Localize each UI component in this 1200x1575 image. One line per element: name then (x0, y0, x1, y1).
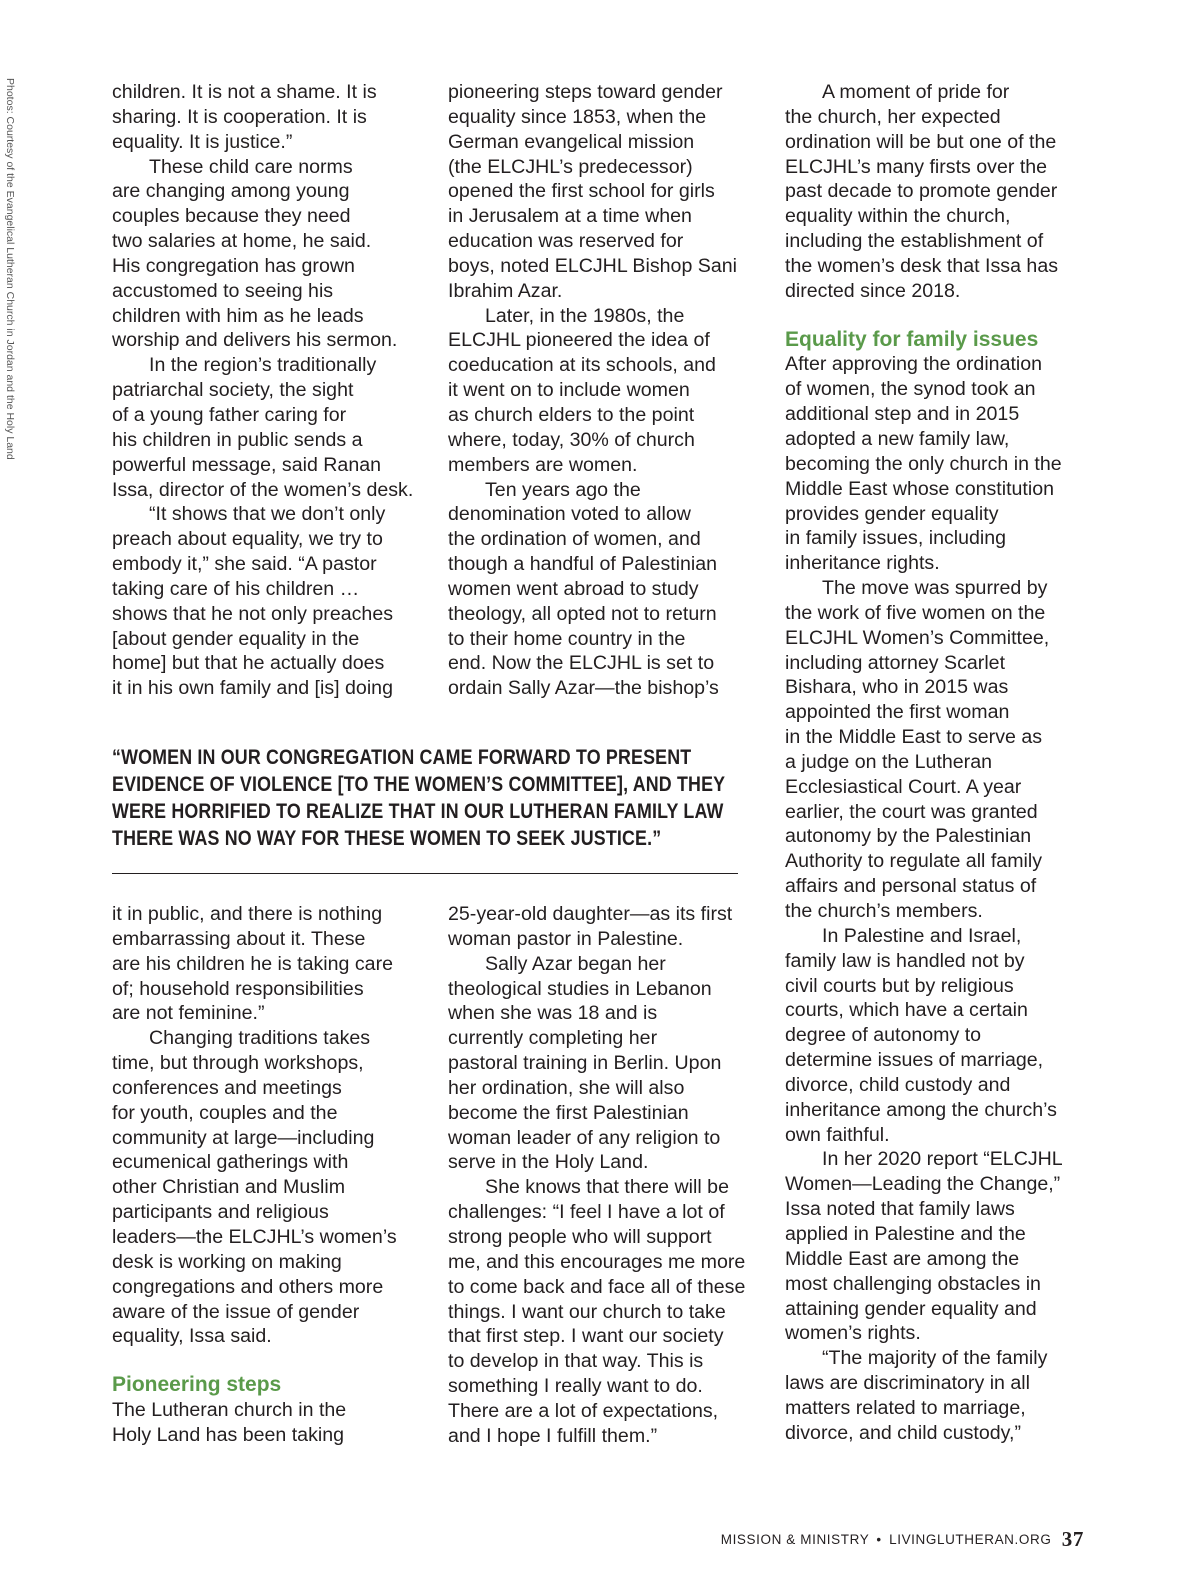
column-1-bottom-body (112, 902, 397, 1349)
text-line: Women—Leading the Change,” (785, 1173, 1061, 1196)
paragraph (112, 902, 397, 1026)
text-line: the ordination of women, and (448, 528, 701, 551)
text-line: additional step and in 2015 (785, 403, 1020, 426)
text-line: Middle East whose constitution (785, 477, 1055, 500)
text-line: end. Now the ELCJHL is set to (448, 652, 715, 675)
text-line: Ibrahim Azar. (448, 279, 563, 302)
text-line: inheritance rights. (785, 552, 940, 575)
text-line: Authority to regulate all family (785, 850, 1043, 873)
pull-quote-divider (112, 873, 738, 874)
text-line: Issa, director of the women’s desk. (112, 478, 414, 501)
pull-quote-line: “WOMEN IN OUR CONGREGATION CAME FORWARD TO PRESENT (112, 745, 692, 769)
text-line: A moment of pride for (822, 81, 1010, 103)
text-line: 25-year-old daughter—as its first (448, 903, 733, 925)
text-line: determine issues of marriage, (785, 1049, 1044, 1072)
text-line: are not feminine.” (112, 1002, 265, 1025)
text-line: the church, her expected (785, 105, 1001, 128)
paragraph (785, 1346, 1063, 1445)
text-line: provides gender equality (785, 502, 999, 525)
column-3-body (785, 352, 1063, 1445)
paragraph (112, 1026, 397, 1349)
text-line: me, and this encourages me more (448, 1250, 746, 1273)
text-line: members are women. (448, 453, 638, 476)
text-line: patriarchal society, the sight (112, 379, 354, 402)
text-line: her ordination, she will also (448, 1076, 685, 1099)
text-line: [about gender equality in the (112, 627, 360, 650)
text-line: After approving the ordination (785, 353, 1043, 376)
text-line: other Christian and Muslim (112, 1176, 346, 1199)
paragraph (448, 478, 737, 702)
text-line: embody it,” she said. “A pastor (112, 553, 377, 576)
text-line: for youth, couples and the (112, 1101, 338, 1124)
column-2-bottom (448, 902, 745, 1449)
text-line: pioneering steps toward gender (448, 81, 723, 103)
paragraph (112, 353, 413, 502)
text-line: laws are discriminatory in all (785, 1372, 1030, 1395)
text-line: “It shows that we don’t only (149, 503, 386, 526)
text-line: in the Middle East to serve as (785, 726, 1043, 749)
text-line: applied in Palestine and the (785, 1222, 1026, 1245)
column-1-bottom-after (112, 1398, 397, 1448)
text-line: affairs and personal status of (785, 875, 1037, 898)
text-line: his children in public sends a (112, 428, 363, 451)
text-line: boys, noted ELCJHL Bishop Sani (448, 254, 737, 277)
text-line: theological studies in Lebanon (448, 977, 712, 1000)
column-1-top (112, 80, 413, 701)
text-line: becoming the only church in the (785, 452, 1062, 475)
paragraph (448, 80, 737, 304)
text-line: things. I want our church to take (448, 1300, 726, 1323)
text-line: it in public, and there is nothing (112, 903, 383, 925)
page-footer (721, 1527, 1084, 1552)
text-line: including attorney Scarlet (785, 651, 1006, 674)
text-line: earlier, the court was granted (785, 800, 1038, 823)
text-line: inheritance among the church’s (785, 1098, 1057, 1121)
text-line: a judge on the Lutheran (785, 750, 992, 773)
text-line: when she was 18 and is (448, 1002, 658, 1025)
section-heading-pioneering: Pioneering steps (112, 1373, 282, 1397)
text-line: His congregation has grown (112, 254, 355, 277)
text-line: as church elders to the point (448, 403, 695, 426)
text-line: Holy Land has been taking (112, 1423, 345, 1446)
text-line: two salaries at home, he said. (112, 230, 372, 253)
text-line: ELCJHL pioneered the idea of (448, 329, 710, 352)
text-line: There are a lot of expectations, (448, 1399, 719, 1422)
text-line: to their home country in the (448, 627, 686, 650)
text-line: Issa noted that family laws (785, 1198, 1015, 1221)
text-line: family law is handled not by (785, 949, 1025, 972)
text-line: time, but through workshops, (112, 1052, 364, 1075)
text-line: accustomed to seeing his (112, 279, 334, 302)
paragraph (112, 502, 413, 701)
text-line: women went abroad to study (448, 577, 699, 600)
text-line: In Palestine and Israel, (822, 924, 1022, 947)
text-line: matters related to marriage, (785, 1396, 1026, 1419)
text-line: She knows that there will be (485, 1176, 729, 1199)
text-line: divorce, and child custody,” (785, 1421, 1021, 1444)
text-line: Middle East are among the (785, 1247, 1020, 1270)
text-line: community at large—including (112, 1126, 375, 1149)
text-line: that first step. I want our society (448, 1325, 724, 1348)
text-line: in family issues, including (785, 527, 1007, 550)
text-line: directed since 2018. (785, 279, 961, 302)
footer-separator: • (876, 1532, 882, 1547)
text-line: worship and delivers his sermon. (112, 329, 398, 352)
text-line: divorce, child custody and (785, 1073, 1011, 1096)
text-line: couples because they need (112, 205, 351, 228)
text-line: education was reserved for (448, 230, 684, 253)
text-line: the work of five women on the (785, 601, 1046, 624)
text-line: powerful message, said Ranan (112, 453, 382, 476)
text-line: coeducation at its schools, and (448, 354, 716, 377)
paragraph (785, 352, 1063, 576)
text-line: ecumenical gatherings with (112, 1151, 349, 1174)
text-line: shows that he not only preaches (112, 602, 394, 625)
paragraph (112, 1398, 397, 1448)
footer-section: MISSION & MINISTRY (720, 1532, 870, 1547)
text-line: theology, all opted not to return (448, 602, 717, 625)
text-line: strong people who will support (448, 1225, 712, 1248)
photo-credit: Photos: Courtesy of the Evangelical Lutheran Church in Jordan and the Holy Land (4, 78, 16, 460)
text-line: degree of autonomy to (785, 1024, 982, 1047)
paragraph (112, 80, 413, 155)
text-line: adopted a new family law, (785, 427, 1010, 450)
text-line: (the ELCJHL’s predecessor) (448, 155, 693, 178)
text-line: home] but that he actually does (112, 652, 385, 675)
text-line: preach about equality, we try to (112, 528, 383, 551)
text-line: of women, the synod took an (785, 378, 1036, 401)
text-line: ordination will be but one of the (785, 130, 1057, 153)
text-line: challenges: “I feel I have a lot of (448, 1201, 725, 1224)
text-line: Sally Azar began her (485, 952, 666, 975)
column-2-top (448, 80, 737, 701)
text-line: in Jerusalem at a time when (448, 205, 692, 228)
section-heading-equality: Equality for family issues (785, 327, 1039, 351)
text-line: “The majority of the family (822, 1347, 1048, 1370)
pull-quote-line: EVIDENCE OF VIOLENCE [TO THE WOMEN’S COMMITTEE], AND THEY (112, 772, 726, 796)
pull-quote-line: WERE HORRIFIED TO REALIZE THAT IN OUR LUTHERAN FAMILY LAW (112, 799, 724, 823)
text-line: it in his own family and [is] doing (112, 677, 393, 700)
column-3-intro (785, 80, 1063, 304)
pull-quote (112, 744, 726, 852)
paragraph (785, 576, 1063, 924)
text-line: and I hope I fulfill them.” (448, 1424, 658, 1447)
page-number: 37 (1061, 1527, 1084, 1551)
text-line: woman pastor in Palestine. (448, 927, 684, 950)
text-line: leaders—the ELCJHL’s women’s (112, 1225, 397, 1248)
text-line: including the establishment of (785, 230, 1044, 253)
text-line: These child care norms (149, 155, 353, 178)
text-line: women’s rights. (785, 1322, 921, 1345)
text-line: embarrassing about it. These (112, 927, 366, 950)
text-line: Later, in the 1980s, the (485, 304, 685, 327)
text-line: to come back and face all of these (448, 1275, 746, 1298)
text-line: it went on to include women (448, 379, 690, 402)
paragraph (448, 304, 737, 478)
text-line: to develop in that way. This is (448, 1350, 704, 1373)
text-line: taking care of his children … (112, 577, 360, 600)
text-line: of; household responsibilities (112, 977, 364, 1000)
text-line: serve in the Holy Land. (448, 1151, 649, 1174)
text-line: equality since 1853, when the (448, 105, 707, 128)
pull-quote-line: THERE WAS NO WAY FOR THESE WOMEN TO SEEK JUSTICE.” (112, 826, 662, 850)
text-line: Ten years ago the (485, 478, 641, 501)
text-line: In the region’s traditionally (149, 354, 377, 377)
text-line: In her 2020 report “ELCJHL (822, 1148, 1063, 1171)
text-line: of a young father caring for (112, 403, 347, 426)
text-line: become the first Palestinian (448, 1101, 689, 1124)
text-line: opened the first school for girls (448, 180, 715, 203)
text-line: currently completing her (448, 1027, 658, 1050)
text-line: ELCJHL Women’s Committee, (785, 626, 1050, 649)
text-line: congregations and others more (112, 1275, 384, 1298)
text-line: something I really want to do. (448, 1375, 703, 1398)
text-line: woman leader of any religion to (448, 1126, 721, 1149)
text-line: are changing among young (112, 180, 350, 203)
text-line: The move was spurred by (822, 577, 1048, 600)
text-line: German evangelical mission (448, 130, 695, 153)
text-line: own faithful. (785, 1123, 890, 1146)
text-line: The Lutheran church in the (112, 1399, 347, 1422)
text-line: sharing. It is cooperation. It is (112, 105, 367, 128)
text-line: courts, which have a certain (785, 999, 1028, 1022)
text-line: aware of the issue of gender (112, 1300, 360, 1323)
text-line: the women’s desk that Issa has (785, 254, 1059, 277)
text-line: participants and religious (112, 1201, 329, 1224)
text-line: denomination voted to allow (448, 503, 691, 526)
text-line: though a handful of Palestinian (448, 553, 718, 576)
text-line: desk is working on making (112, 1250, 342, 1273)
text-line: children with him as he leads (112, 304, 364, 327)
paragraph (785, 924, 1063, 1148)
column-1-bottom (112, 902, 397, 1448)
column-3 (785, 80, 1063, 1446)
text-line: autonomy by the Palestinian (785, 825, 1032, 848)
text-line: where, today, 30% of church (448, 428, 695, 451)
text-line: are his children he is taking care (112, 952, 393, 975)
text-line: attaining gender equality and (785, 1297, 1037, 1320)
text-line: conferences and meetings (112, 1076, 342, 1099)
text-line: equality. It is justice.” (112, 130, 293, 153)
text-line: Bishara, who in 2015 was (785, 676, 1009, 699)
text-line: equality, Issa said. (112, 1325, 272, 1348)
text-line: civil courts but by religious (785, 974, 1014, 997)
text-line: children. It is not a shame. It is (112, 81, 377, 103)
footer-site-link[interactable]: LIVINGLUTHERAN.ORG (889, 1532, 1052, 1547)
text-line: Ecclesiastical Court. A year (785, 775, 1022, 798)
text-line: ELCJHL’s many firsts over the (785, 155, 1048, 178)
paragraph (112, 155, 413, 354)
text-line: ordain Sally Azar—the bishop’s (448, 677, 719, 700)
paragraph (785, 80, 1063, 304)
text-line: pastoral training in Berlin. Upon (448, 1052, 722, 1075)
paragraph (448, 952, 745, 1176)
paragraph (785, 1147, 1063, 1346)
text-line: past decade to promote gender (785, 180, 1058, 203)
text-line: equality within the church, (785, 205, 1011, 228)
text-line: appointed the first woman (785, 701, 1010, 724)
paragraph (448, 1175, 745, 1448)
text-line: most challenging obstacles in (785, 1272, 1041, 1295)
text-line: the church’s members. (785, 900, 983, 922)
paragraph (448, 902, 745, 952)
text-line: Changing traditions takes (149, 1027, 371, 1050)
